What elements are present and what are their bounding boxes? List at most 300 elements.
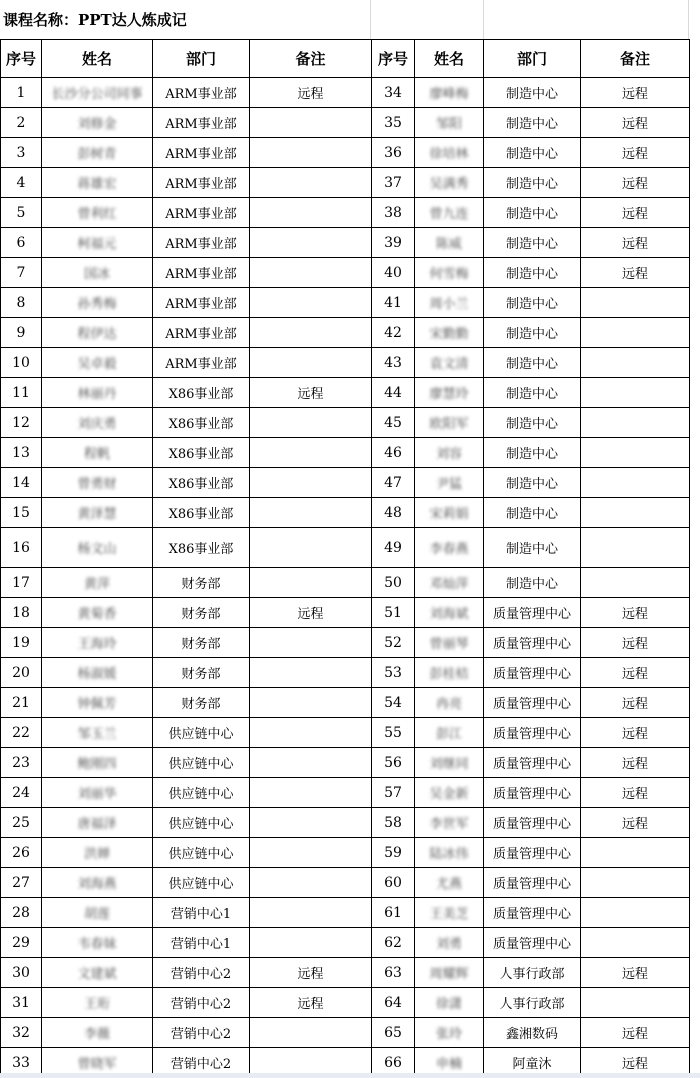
member-name-cell xyxy=(415,658,484,688)
member-name-cell xyxy=(415,198,484,228)
member-name-cell xyxy=(42,468,153,498)
row-index-cell: 18 xyxy=(1,598,42,628)
remote-note-cell: 远程 xyxy=(581,688,690,718)
row-index-cell: 29 xyxy=(1,928,42,958)
remote-note-cell xyxy=(581,528,690,568)
remote-note-cell xyxy=(581,378,690,408)
row-index-cell: 64 xyxy=(372,988,415,1018)
remote-note-cell: 远程 xyxy=(581,78,690,108)
remote-note-cell: 远程 xyxy=(581,198,690,228)
row-index-cell: 56 xyxy=(372,748,415,778)
remote-note-cell xyxy=(581,928,690,958)
remote-note-cell xyxy=(250,778,372,808)
member-name-cell xyxy=(415,168,484,198)
department-cell: 制造中心 xyxy=(484,228,581,258)
member-name-text: 杨文山 xyxy=(77,542,117,557)
member-name-text: 廖慧玲 xyxy=(429,387,469,402)
department-cell: 鑫湘数码 xyxy=(484,1018,581,1048)
member-name-text: 胡莲 xyxy=(83,907,110,922)
member-name-cell xyxy=(415,718,484,748)
member-name-cell xyxy=(42,688,153,718)
department-cell: 供应链中心 xyxy=(153,868,250,898)
remote-note-cell: 远程 xyxy=(581,108,690,138)
row-index-cell: 66 xyxy=(372,1048,415,1078)
row-index-cell: 24 xyxy=(1,778,42,808)
member-name-text: 刘丽华 xyxy=(77,787,117,802)
department-cell: 质量管理中心 xyxy=(484,928,581,958)
department-cell: X86事业部 xyxy=(153,498,250,528)
remote-note-cell: 远程 xyxy=(581,258,690,288)
member-name-cell xyxy=(42,168,153,198)
remote-note-cell xyxy=(250,718,372,748)
row-index-cell: 13 xyxy=(1,438,42,468)
member-name-cell xyxy=(42,718,153,748)
member-name-cell xyxy=(42,958,153,988)
roster-table xyxy=(0,39,690,1078)
member-name-text: 袁文清 xyxy=(429,357,469,372)
member-name-text: 文建斌 xyxy=(77,967,117,982)
title-cell-divider xyxy=(370,0,371,39)
member-name-text: 黄泽慧 xyxy=(77,507,117,522)
table-row xyxy=(1,718,690,748)
department-cell: ARM事业部 xyxy=(153,108,250,138)
department-cell: ARM事业部 xyxy=(153,228,250,258)
member-name-text: 李春燕 xyxy=(429,542,469,557)
member-name-cell xyxy=(415,1018,484,1048)
department-cell: ARM事业部 xyxy=(153,288,250,318)
row-index-cell: 42 xyxy=(372,318,415,348)
header-index: 序号 xyxy=(1,40,42,78)
member-name-text: 曾勇财 xyxy=(77,477,117,492)
member-name-text: 刘修金 xyxy=(77,117,117,132)
member-name-cell xyxy=(415,778,484,808)
member-name-text: 尤燕 xyxy=(435,877,462,892)
row-index-cell: 54 xyxy=(372,688,415,718)
member-name-cell xyxy=(415,228,484,258)
remote-note-cell: 远程 xyxy=(250,598,372,628)
table-row xyxy=(1,838,690,868)
row-index-cell: 11 xyxy=(1,378,42,408)
member-name-cell xyxy=(415,808,484,838)
member-name-text: 尹猛 xyxy=(435,477,462,492)
department-cell: ARM事业部 xyxy=(153,168,250,198)
member-name-cell xyxy=(415,408,484,438)
member-name-text: 程帆 xyxy=(83,447,110,462)
member-name-cell xyxy=(42,108,153,138)
remote-note-cell xyxy=(250,228,372,258)
member-name-text: 刘容 xyxy=(435,447,462,462)
member-name-cell xyxy=(415,988,484,1018)
remote-note-cell: 远程 xyxy=(250,958,372,988)
department-cell: ARM事业部 xyxy=(153,78,250,108)
remote-note-cell xyxy=(581,988,690,1018)
row-index-cell: 58 xyxy=(372,808,415,838)
row-index-cell: 36 xyxy=(372,138,415,168)
table-row xyxy=(1,228,690,258)
row-index-cell: 25 xyxy=(1,808,42,838)
department-cell: 营销中心2 xyxy=(153,958,250,988)
member-name-cell xyxy=(415,928,484,958)
department-cell: ARM事业部 xyxy=(153,198,250,228)
department-cell: 阿童沐 xyxy=(484,1048,581,1078)
header-department: 部门 xyxy=(153,40,250,78)
remote-note-cell xyxy=(250,898,372,928)
remote-note-cell xyxy=(250,438,372,468)
header-name: 姓名 xyxy=(415,40,484,78)
member-name-cell xyxy=(42,628,153,658)
table-row xyxy=(1,528,690,568)
member-name-text: 程伊达 xyxy=(77,327,117,342)
row-index-cell: 53 xyxy=(372,658,415,688)
remote-note-cell xyxy=(250,868,372,898)
member-name-cell xyxy=(42,378,153,408)
member-name-cell xyxy=(415,318,484,348)
row-index-cell: 43 xyxy=(372,348,415,378)
row-index-cell: 63 xyxy=(372,958,415,988)
remote-note-cell xyxy=(581,318,690,348)
table-row xyxy=(1,348,690,378)
department-cell: 质量管理中心 xyxy=(484,628,581,658)
row-index-cell: 34 xyxy=(372,78,415,108)
member-name-cell xyxy=(42,778,153,808)
row-index-cell: 27 xyxy=(1,868,42,898)
department-cell: 制造中心 xyxy=(484,378,581,408)
remote-note-cell xyxy=(250,348,372,378)
row-index-cell: 26 xyxy=(1,838,42,868)
remote-note-cell xyxy=(581,348,690,378)
member-name-cell xyxy=(42,808,153,838)
row-index-cell: 39 xyxy=(372,228,415,258)
row-index-cell: 33 xyxy=(1,1048,42,1078)
member-name-text: 蒋雄宏 xyxy=(77,177,117,192)
row-index-cell: 12 xyxy=(1,408,42,438)
department-cell: 财务部 xyxy=(153,598,250,628)
member-name-cell xyxy=(415,138,484,168)
department-cell: 财务部 xyxy=(153,568,250,598)
member-name-cell xyxy=(415,108,484,138)
member-name-text: 徐培林 xyxy=(429,147,469,162)
row-index-cell: 60 xyxy=(372,868,415,898)
member-name-text: 徐潇 xyxy=(435,997,462,1012)
department-cell: 财务部 xyxy=(153,658,250,688)
scrollbar-track[interactable] xyxy=(0,1073,700,1078)
member-name-cell xyxy=(415,498,484,528)
department-cell: 制造中心 xyxy=(484,348,581,378)
member-name-cell xyxy=(42,898,153,928)
row-index-cell: 10 xyxy=(1,348,42,378)
member-name-cell xyxy=(42,288,153,318)
row-index-cell: 8 xyxy=(1,288,42,318)
remote-note-cell xyxy=(581,438,690,468)
department-cell: 制造中心 xyxy=(484,138,581,168)
table-row xyxy=(1,138,690,168)
row-index-cell: 16 xyxy=(1,528,42,568)
department-cell: X86事业部 xyxy=(153,378,250,408)
department-cell: X86事业部 xyxy=(153,438,250,468)
remote-note-cell xyxy=(581,838,690,868)
remote-note-cell xyxy=(581,288,690,318)
member-name-text: 王美芝 xyxy=(429,907,469,922)
member-name-text: 彭桂桔 xyxy=(429,667,469,682)
member-name-text: 曾利红 xyxy=(77,207,117,222)
member-name-cell xyxy=(415,378,484,408)
member-name-text: 杨淑媛 xyxy=(77,667,117,682)
member-name-cell xyxy=(42,438,153,468)
member-name-text: 曾丽琴 xyxy=(429,637,469,652)
member-name-cell xyxy=(42,598,153,628)
table-row xyxy=(1,168,690,198)
department-cell: 质量管理中心 xyxy=(484,898,581,928)
department-cell: 制造中心 xyxy=(484,108,581,138)
member-name-text: 韦春妹 xyxy=(77,937,117,952)
member-name-text: 何雪梅 xyxy=(429,267,469,282)
member-name-cell xyxy=(42,408,153,438)
member-name-text: 申楠 xyxy=(435,1057,462,1072)
member-name-text: 彭树青 xyxy=(77,147,117,162)
member-name-cell xyxy=(42,748,153,778)
member-name-cell xyxy=(415,958,484,988)
remote-note-cell: 远程 xyxy=(581,228,690,258)
table-row xyxy=(1,628,690,658)
member-name-cell xyxy=(42,228,153,258)
table-row xyxy=(1,928,690,958)
department-cell: 营销中心1 xyxy=(153,898,250,928)
member-name-cell xyxy=(42,78,153,108)
member-name-text: 黄菊香 xyxy=(77,607,117,622)
member-name-text: 欧阳军 xyxy=(429,417,469,432)
row-index-cell: 20 xyxy=(1,658,42,688)
remote-note-cell xyxy=(250,928,372,958)
remote-note-cell xyxy=(250,408,372,438)
department-cell: 制造中心 xyxy=(484,498,581,528)
department-cell: 质量管理中心 xyxy=(484,838,581,868)
department-cell: 制造中心 xyxy=(484,318,581,348)
member-name-cell xyxy=(42,658,153,688)
row-index-cell: 23 xyxy=(1,748,42,778)
member-name-text: 宋勤勤 xyxy=(429,327,469,342)
department-cell: 供应链中心 xyxy=(153,838,250,868)
remote-note-cell xyxy=(250,568,372,598)
row-index-cell: 3 xyxy=(1,138,42,168)
department-cell: 质量管理中心 xyxy=(484,658,581,688)
table-row xyxy=(1,598,690,628)
table-row xyxy=(1,898,690,928)
remote-note-cell: 远程 xyxy=(581,748,690,778)
row-index-cell: 14 xyxy=(1,468,42,498)
remote-note-cell xyxy=(250,528,372,568)
remote-note-cell xyxy=(581,568,690,598)
member-name-text: 吴卓毅 xyxy=(77,357,117,372)
remote-note-cell xyxy=(250,838,372,868)
member-name-text: 彭江 xyxy=(435,727,462,742)
member-name-cell xyxy=(415,688,484,718)
department-cell: 财务部 xyxy=(153,688,250,718)
course-title: 课程名称：PPT达人炼成记 xyxy=(3,11,187,29)
table-row xyxy=(1,498,690,528)
table-row xyxy=(1,1018,690,1048)
department-cell: 质量管理中心 xyxy=(484,748,581,778)
remote-note-cell xyxy=(250,138,372,168)
table-row xyxy=(1,318,690,348)
remote-note-cell: 远程 xyxy=(581,1048,690,1078)
header-department: 部门 xyxy=(484,40,581,78)
member-name-text: 刘海斌 xyxy=(429,607,469,622)
member-name-text: 孙秀梅 xyxy=(77,297,117,312)
row-index-cell: 19 xyxy=(1,628,42,658)
member-name-text: 刘庆勇 xyxy=(77,417,117,432)
remote-note-cell xyxy=(250,258,372,288)
row-index-cell: 40 xyxy=(372,258,415,288)
remote-note-cell xyxy=(250,108,372,138)
department-cell: 制造中心 xyxy=(484,258,581,288)
table-row xyxy=(1,988,690,1018)
department-cell: 质量管理中心 xyxy=(484,778,581,808)
department-cell: 制造中心 xyxy=(484,288,581,318)
member-name-text: 邓灿萍 xyxy=(429,577,469,592)
remote-note-cell xyxy=(581,468,690,498)
member-name-cell xyxy=(415,468,484,498)
member-name-text: 周小兰 xyxy=(429,297,469,312)
row-index-cell: 7 xyxy=(1,258,42,288)
department-cell: 质量管理中心 xyxy=(484,688,581,718)
member-name-text: 刘海燕 xyxy=(77,877,117,892)
department-cell: 人事行政部 xyxy=(484,988,581,1018)
member-name-text: 李薇 xyxy=(83,1027,110,1042)
remote-note-cell xyxy=(250,1018,372,1048)
member-name-text: 李世军 xyxy=(429,817,469,832)
department-cell: 人事行政部 xyxy=(484,958,581,988)
member-name-text: 王珩 xyxy=(83,997,110,1012)
member-name-cell xyxy=(42,838,153,868)
department-cell: 供应链中心 xyxy=(153,808,250,838)
table-row xyxy=(1,568,690,598)
remote-note-cell xyxy=(250,658,372,688)
remote-note-cell: 远程 xyxy=(250,78,372,108)
department-cell: 质量管理中心 xyxy=(484,868,581,898)
remote-note-cell: 远程 xyxy=(581,598,690,628)
row-index-cell: 59 xyxy=(372,838,415,868)
remote-note-cell xyxy=(250,468,372,498)
remote-note-cell xyxy=(250,168,372,198)
row-index-cell: 22 xyxy=(1,718,42,748)
remote-note-cell xyxy=(250,808,372,838)
member-name-cell xyxy=(42,348,153,378)
row-index-cell: 61 xyxy=(372,898,415,928)
row-index-cell: 31 xyxy=(1,988,42,1018)
row-index-cell: 46 xyxy=(372,438,415,468)
member-name-text: 邹玉兰 xyxy=(77,727,117,742)
remote-note-cell: 远程 xyxy=(581,658,690,688)
row-index-cell: 47 xyxy=(372,468,415,498)
member-name-cell xyxy=(415,898,484,928)
member-name-text: 吴满秀 xyxy=(429,177,469,192)
member-name-text: 唐福泽 xyxy=(77,817,117,832)
remote-note-cell xyxy=(250,688,372,718)
member-name-text: 陈威 xyxy=(435,237,462,252)
row-index-cell: 5 xyxy=(1,198,42,228)
row-index-cell: 9 xyxy=(1,318,42,348)
row-index-cell: 62 xyxy=(372,928,415,958)
table-row xyxy=(1,288,690,318)
member-name-cell xyxy=(42,198,153,228)
department-cell: X86事业部 xyxy=(153,468,250,498)
table-row xyxy=(1,78,690,108)
row-index-cell: 51 xyxy=(372,598,415,628)
department-cell: 供应链中心 xyxy=(153,718,250,748)
member-name-cell xyxy=(42,568,153,598)
member-name-text: 王海玲 xyxy=(77,637,117,652)
remote-note-cell xyxy=(581,898,690,928)
row-index-cell: 52 xyxy=(372,628,415,658)
member-name-text: 周耀辉 xyxy=(429,967,469,982)
table-row xyxy=(1,688,690,718)
member-name-text: 刘勇 xyxy=(435,937,462,952)
member-name-cell xyxy=(415,628,484,658)
department-cell: 供应链中心 xyxy=(153,778,250,808)
member-name-cell xyxy=(42,988,153,1018)
department-cell: 供应链中心 xyxy=(153,748,250,778)
remote-note-cell xyxy=(250,748,372,778)
department-cell: 质量管理中心 xyxy=(484,718,581,748)
row-index-cell: 65 xyxy=(372,1018,415,1048)
remote-note-cell: 远程 xyxy=(250,988,372,1018)
member-name-text: 冉亮 xyxy=(435,697,462,712)
member-name-text: 宋莉娟 xyxy=(429,507,469,522)
row-index-cell: 30 xyxy=(1,958,42,988)
member-name-text: 钟佩芳 xyxy=(77,697,117,712)
department-cell: 质量管理中心 xyxy=(484,598,581,628)
remote-note-cell xyxy=(250,628,372,658)
department-cell: 质量管理中心 xyxy=(484,808,581,838)
header-note: 备注 xyxy=(250,40,372,78)
member-name-cell xyxy=(415,868,484,898)
department-cell: X86事业部 xyxy=(153,408,250,438)
member-name-text: 黄萍 xyxy=(83,577,110,592)
remote-note-cell: 远程 xyxy=(581,168,690,198)
department-cell: 营销中心2 xyxy=(153,1048,250,1078)
table-row xyxy=(1,958,690,988)
remote-note-cell xyxy=(250,198,372,228)
header-note: 备注 xyxy=(581,40,690,78)
member-name-cell xyxy=(42,318,153,348)
table-row xyxy=(1,438,690,468)
member-name-cell xyxy=(415,438,484,468)
table-row xyxy=(1,468,690,498)
member-name-text: 邹阳 xyxy=(435,117,462,132)
member-name-text: 吴金新 xyxy=(429,787,469,802)
row-index-cell: 2 xyxy=(1,108,42,138)
member-name-cell xyxy=(415,348,484,378)
member-name-cell xyxy=(415,528,484,568)
member-name-cell xyxy=(415,258,484,288)
row-index-cell: 55 xyxy=(372,718,415,748)
department-cell: 制造中心 xyxy=(484,568,581,598)
table-row xyxy=(1,198,690,228)
header-index: 序号 xyxy=(372,40,415,78)
member-name-text: 曾九连 xyxy=(429,207,469,222)
department-cell: ARM事业部 xyxy=(153,348,250,378)
member-name-text: 国冰 xyxy=(83,267,110,282)
department-cell: 制造中心 xyxy=(484,408,581,438)
row-index-cell: 50 xyxy=(372,568,415,598)
remote-note-cell: 远程 xyxy=(581,958,690,988)
header-name: 姓名 xyxy=(42,40,153,78)
department-cell: 营销中心2 xyxy=(153,988,250,1018)
department-cell: 制造中心 xyxy=(484,528,581,568)
remote-note-cell: 远程 xyxy=(250,378,372,408)
row-index-cell: 28 xyxy=(1,898,42,928)
department-cell: ARM事业部 xyxy=(153,138,250,168)
